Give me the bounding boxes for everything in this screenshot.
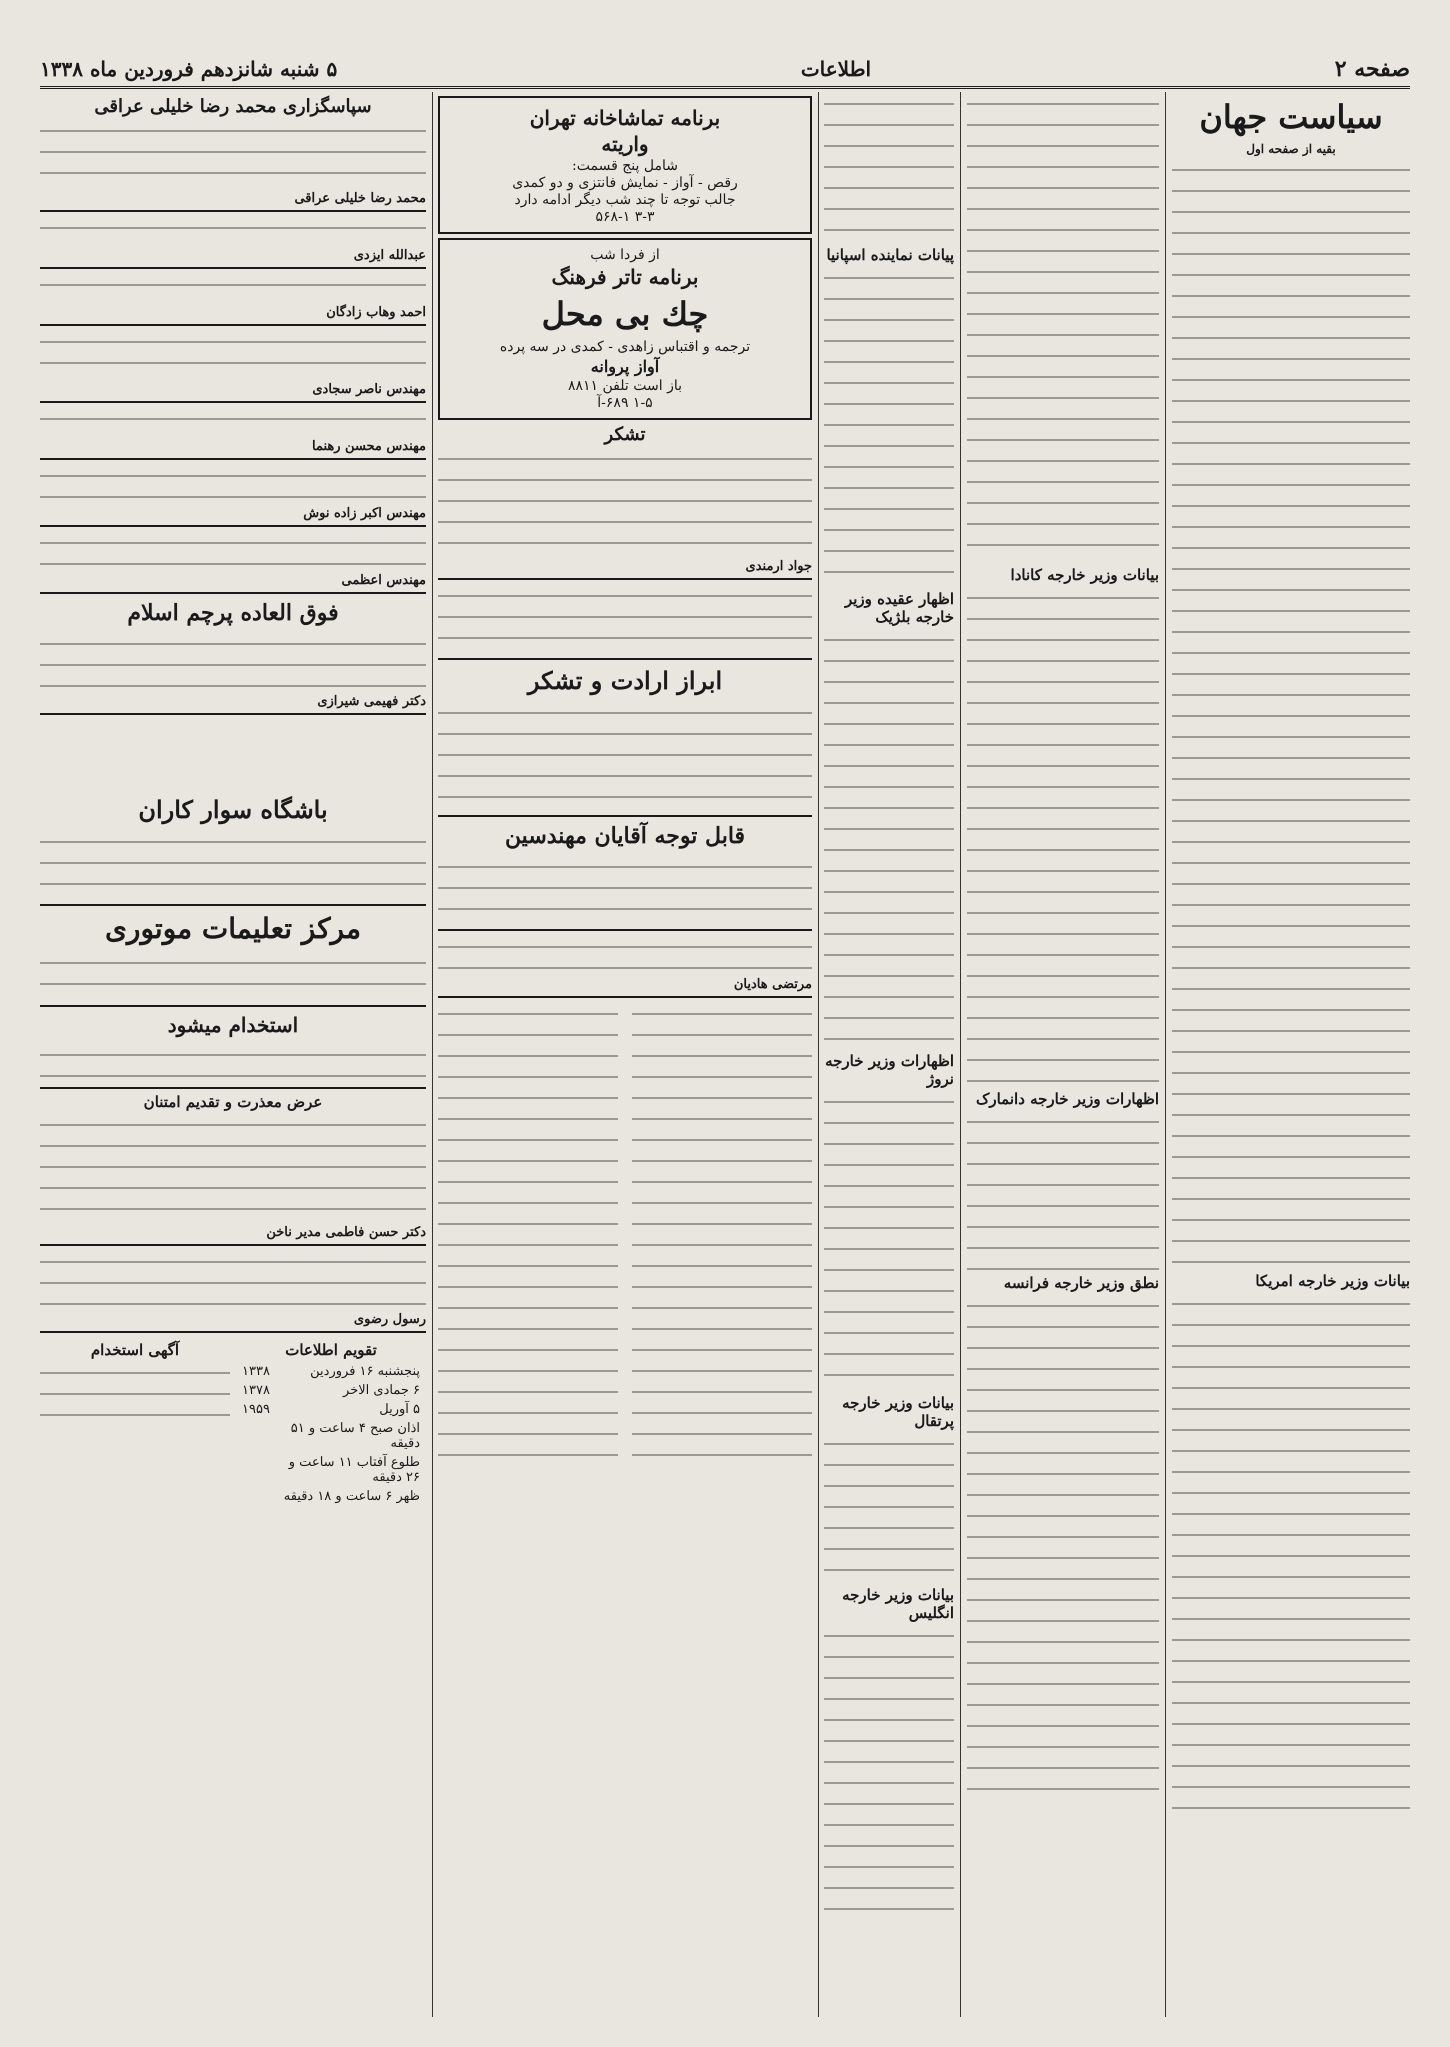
- notice-title: عرض معذرت و تقدیم امتنان: [143, 1093, 323, 1111]
- notice-signature: عبدالله ایزدی: [353, 248, 426, 263]
- notice-signature: رسول رضوی: [353, 1312, 426, 1327]
- ad-code: ۱-۵ ۶۸۹-آ: [597, 395, 653, 411]
- notice-title: سپاسگزاری محمد رضا خلیلی عراقی: [94, 96, 372, 117]
- notice-text: [438, 935, 812, 975]
- column-rule: [1165, 92, 1166, 2017]
- calendar-cell: ۱۹۵۹: [242, 1402, 270, 1417]
- notice-signature: مهندس ناصر سجادی: [312, 382, 426, 397]
- article-text: [824, 1624, 954, 1924]
- thanks-title: تشکر: [604, 424, 646, 445]
- calendar-row: [238, 1401, 424, 1418]
- theater-top: از فردا شب: [590, 247, 660, 263]
- notice-signature: محمد رضا خلیلی عراقی: [294, 191, 426, 206]
- theater-ad-farhang: [438, 238, 812, 420]
- engineers-title: قابل توجه آقایان مهندسین: [504, 823, 746, 849]
- article-text: [438, 1002, 618, 1472]
- calendar-cell: [238, 1420, 274, 1452]
- notice-text: [40, 1043, 426, 1083]
- article-text: [632, 1002, 812, 1472]
- play-title: چك بی محل: [541, 295, 709, 333]
- politics-column: [1172, 92, 1410, 2017]
- calendar-row: [238, 1382, 424, 1399]
- theater-ad-tehran: [438, 96, 812, 234]
- page-header: [40, 52, 1410, 89]
- notice-text: [40, 330, 426, 380]
- notice-title: فوق العاده پرچم اسلام: [127, 600, 339, 626]
- calendar-cell: ۱۳۷۸: [242, 1383, 270, 1398]
- notice-title: استخدام میشود: [167, 1013, 299, 1037]
- politics-column-2: [967, 92, 1159, 2017]
- notice-text: [40, 1361, 230, 1421]
- article-text: [967, 1294, 1159, 1794]
- article-text: [967, 1110, 1159, 1270]
- theater-line: ترجمه و اقتباس زاهدی - کمدی در سه پرده: [499, 339, 751, 355]
- article-text: [824, 92, 954, 242]
- section-heading: اظهارات وزیر خارجه نروژ: [825, 1052, 954, 1088]
- notice-text: [438, 701, 812, 811]
- theater-title: برنامه تاتر فرهنگ: [551, 265, 699, 289]
- article-text: [824, 266, 954, 586]
- article-text: [824, 1432, 954, 1582]
- calendar-row: [238, 1420, 424, 1452]
- theater-title: برنامه تماشاخانه تهران: [529, 106, 721, 130]
- notice-text: [438, 855, 812, 925]
- page-number: صفحه ۲: [1334, 56, 1410, 82]
- calendar-cell: اذان صبح ۴ ساعت و ۵۱ دقیقه: [290, 1421, 420, 1451]
- article-text: [824, 628, 954, 1048]
- calendar-table: [236, 1361, 426, 1507]
- politics-subtitle: بقیه از صفحه اول: [1246, 142, 1336, 156]
- notice-text: [40, 1113, 426, 1223]
- theater-line: شامل پنج قسمت:: [572, 158, 678, 174]
- notice-text: [40, 216, 426, 246]
- loyalty-title: ابراز ارادت و تشکر: [527, 666, 723, 695]
- notice-signature: مهندس اکبر زاده نوش: [303, 506, 426, 521]
- issue-date: ۵ شنبه شانزدهم فروردین ماه ۱۳۳۸: [40, 57, 338, 81]
- theater-line: رقص - آواز - نمایش فانتزی و دو کمدی: [512, 175, 738, 191]
- column-rule: [960, 92, 961, 2017]
- article-text: [824, 1090, 954, 1390]
- politics-title: سیاست جهان: [1199, 98, 1383, 136]
- notice-text: [438, 584, 812, 654]
- notice-title: مرکز تعلیمات موتوری: [105, 912, 361, 945]
- column-rule: [432, 92, 433, 2017]
- theater-music: آواز پروانه: [590, 357, 660, 376]
- emblem-area: [40, 719, 426, 789]
- thanks-signature: جواد ارمندی: [745, 559, 812, 574]
- notice-text: [40, 273, 426, 303]
- section-heading: بیانات وزیر خارجه انگلیس: [842, 1586, 954, 1622]
- notice-signature: احمد وهاب زادگان: [326, 305, 426, 320]
- calendar-cell: ظهر ۶ ساعت و ۱۸ دقیقه: [283, 1489, 420, 1504]
- section-heading: اظهارات وزیر خارجه دانمارک: [975, 1090, 1159, 1108]
- notice-signature: دکتر فهیمی شیرازی: [317, 694, 426, 709]
- section-heading: بیانات وزیر خارجه کانادا: [1010, 566, 1159, 584]
- notice-text: [40, 951, 426, 1001]
- notice-signature: مهندس محسن رهنما: [311, 439, 426, 454]
- theater-phone: باز است تلفن ۸۸۱۱: [568, 378, 682, 394]
- section-heading: بیانات وزیر خارجه پرتقال: [842, 1394, 954, 1430]
- notice-text: [40, 830, 426, 900]
- notice-text: [40, 464, 426, 504]
- notice-text: [40, 119, 426, 189]
- notice-title: آگهی استخدام: [90, 1341, 180, 1359]
- politics-column-3: [824, 92, 954, 2017]
- section-heading: بیانات وزیر خارجه امریکا: [1255, 1272, 1410, 1290]
- notice-signature: دکتر حسن فاطمی مدیر ناخن: [266, 1225, 426, 1240]
- ads-column: [438, 92, 812, 2017]
- engineers-signature: مرتضی هادیان: [733, 977, 812, 992]
- calendar-cell: پنجشنبه ۱۶ فروردین: [310, 1364, 420, 1379]
- notice-text: [40, 632, 426, 692]
- section-heading: اظهار عقیده وزیر خارجه بلژیک: [844, 590, 954, 626]
- ad-code: ۳-۳ ۵۶۸-۱: [595, 209, 655, 225]
- notice-text: [40, 407, 426, 437]
- article-text: [1172, 1292, 1410, 1812]
- calendar-cell: طلوع آفتاب ۱۱ ساعت و ۲۶ دقیقه: [288, 1455, 420, 1485]
- article-text: [967, 586, 1159, 1086]
- calendar-cell: ۱۳۳۸: [242, 1364, 270, 1379]
- section-heading: نطق وزیر خارجه فرانسه: [1003, 1274, 1159, 1292]
- notice-title: باشگاه سوار کاران: [138, 795, 328, 824]
- notice-text: [438, 447, 812, 557]
- paper-name: اطلاعات: [800, 57, 872, 81]
- notice-text: [40, 531, 426, 571]
- notice-text: [40, 1250, 426, 1310]
- calendar-row: [238, 1454, 424, 1486]
- calendar-cell: [238, 1454, 274, 1486]
- calendar-cell: ۵ آوریل: [379, 1402, 420, 1417]
- calendar-cell: [238, 1488, 274, 1505]
- calendar-row: [238, 1488, 424, 1505]
- column-rule: [818, 92, 819, 2017]
- notices-column: [40, 92, 426, 2017]
- article-text: [1172, 158, 1410, 1268]
- calendar-row: [238, 1363, 424, 1380]
- theater-sub: واریته: [601, 132, 649, 156]
- theater-line: جالب توجه تا چند شب دیگر ادامه دارد: [514, 192, 736, 208]
- section-heading: پیانات نماینده اسپانیا: [826, 246, 954, 264]
- article-text: [967, 92, 1159, 562]
- calendar-cell: ۶ جمادی الاخر: [343, 1383, 420, 1398]
- notice-signature: مهندس اعظمی: [341, 573, 426, 588]
- calendar-title: تقویم اطلاعات: [285, 1341, 377, 1359]
